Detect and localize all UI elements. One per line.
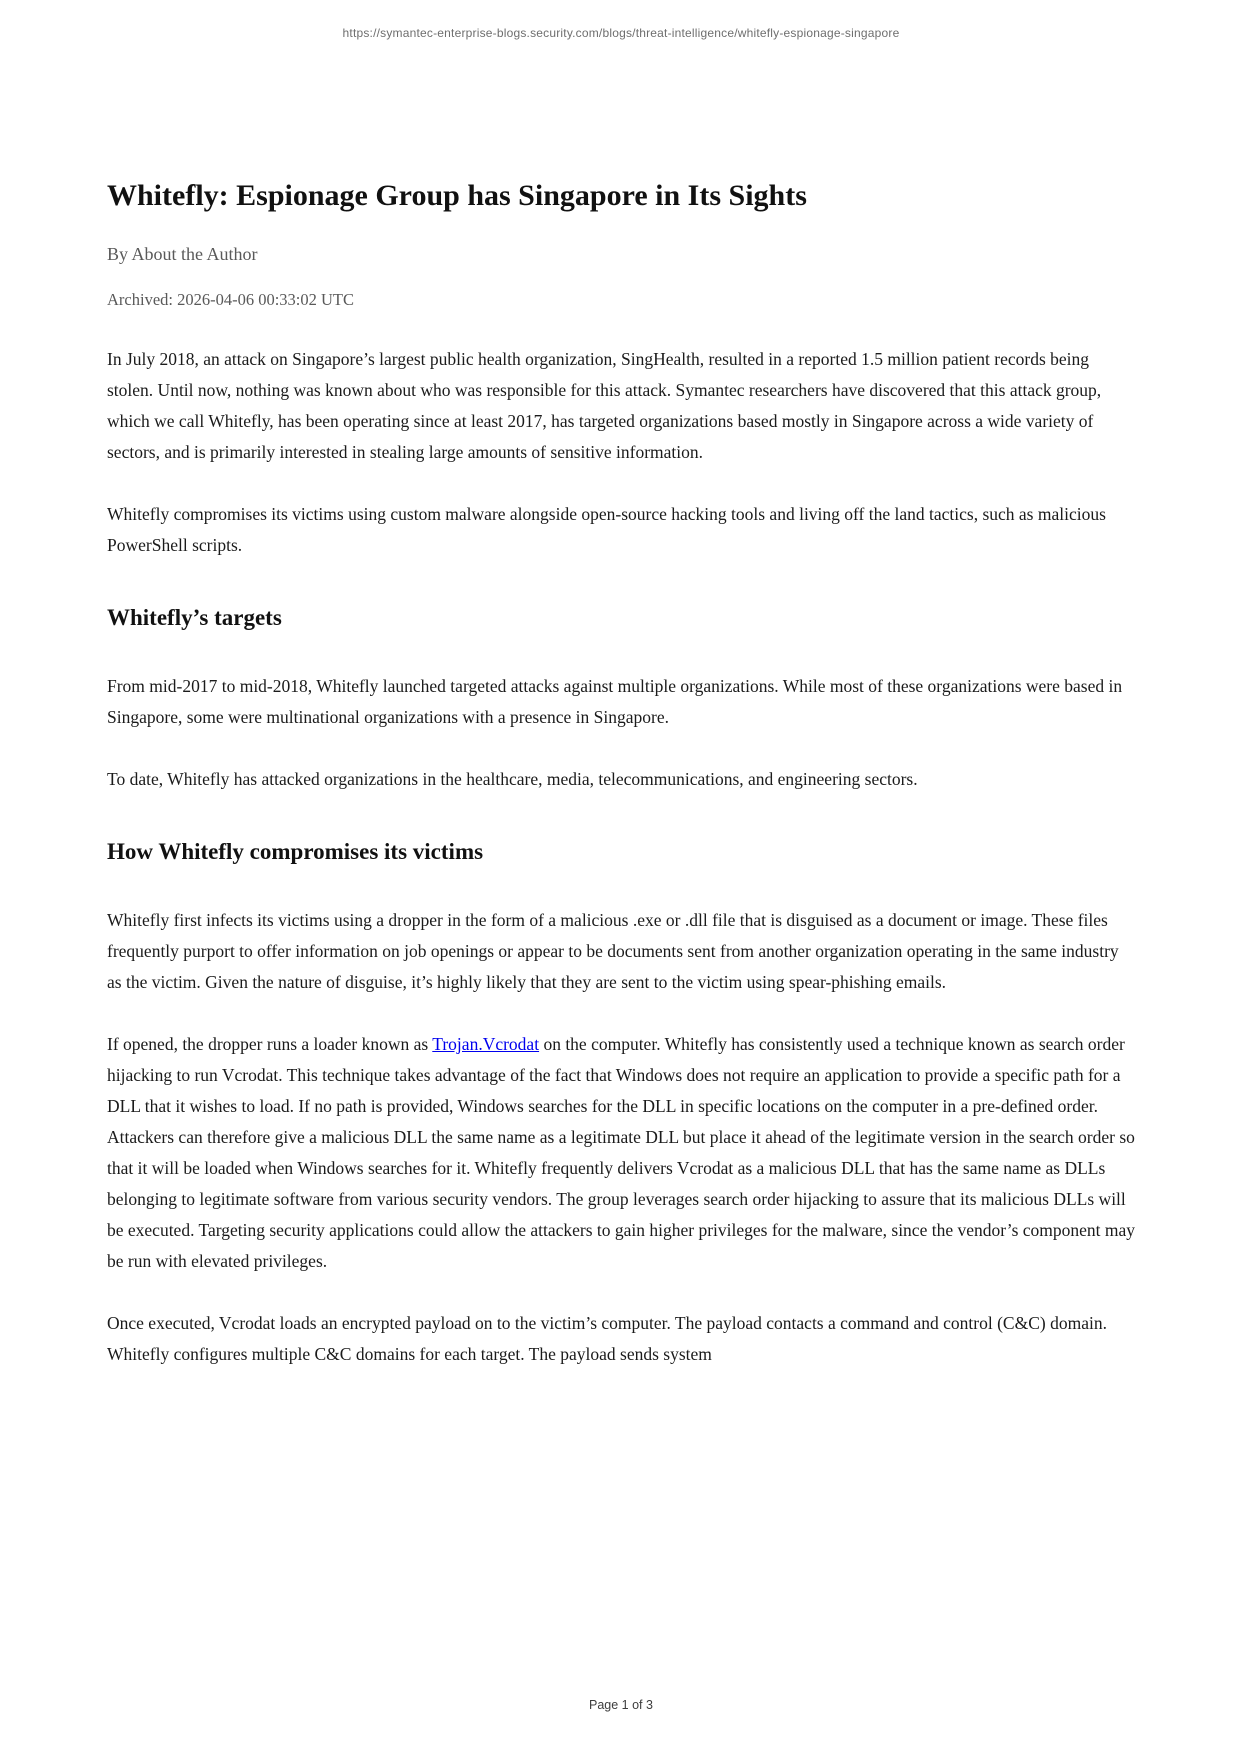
intro-paragraph-2: Whitefly compromises its victims using custom malware alongside open-source hacking tools and living off the land tactics, such as malicious PowerShell scripts. <box>107 504 1106 555</box>
archive-source-url: https://symantec-enterprise-blogs.security.com/blogs/threat-intelligence/whitefly-espionage-singapore <box>342 26 900 40</box>
intro-paragraph-1: In July 2018, an attack on Singapore’s largest public health organization, SingHealth, resulted in a reported 1.5 million patient records being stolen. Until now, nothing was known about who was responsible for this attack. Symantec researchers have discovered that this attack group, which we call Whitefly, has been operating since at least 2017, has targeted organizations based mostly in Singapore across a wide variety of sectors, and is primarily interested in stealing large amounts of sensitive information. <box>107 349 1102 462</box>
trojan-vcrodat-link[interactable]: Trojan.Vcrodat <box>432 1034 540 1054</box>
byline: By About the Author <box>107 244 258 264</box>
section-heading-targets: Whitefly’s targets <box>107 605 282 630</box>
compromise-paragraph-1: Whitefly first infects its victims using a dropper in the form of a malicious .exe or .dll file that is disguised as a document or image. These files frequently purport to offer information on job openings or appear to be documents sent from another organization operating in the same industry as the victim. Given the nature of disguise, it’s highly likely that they are sent to the victim using spear-phishing emails. <box>107 910 1119 992</box>
article-body <box>107 178 1137 1370</box>
paragraph-text-before-link: If opened, the dropper runs a loader known as <box>107 1034 433 1054</box>
targets-paragraph-1: From mid-2017 to mid-2018, Whitefly launched targeted attacks against multiple organizations. While most of these organizations were based in Singapore, some were multinational organizations with a presence in Singapore. <box>107 676 1123 727</box>
section-heading-compromise: How Whitefly compromises its victims <box>107 839 484 864</box>
compromise-paragraph-3: Once executed, Vcrodat loads an encrypted payload on to the victim’s computer. The payload contacts a command and control (C&C) domain. Whitefly configures multiple C&C domains for each target. The payload sends system <box>107 1313 1107 1364</box>
targets-paragraph-2: To date, Whitefly has attacked organizations in the healthcare, media, telecommunications, and engineering sectors. <box>107 769 918 789</box>
archived-timestamp: Archived: 2026-04-06 00:33:02 UTC <box>107 290 355 309</box>
page-title: Whitefly: Espionage Group has Singapore in Its Sights <box>107 179 807 212</box>
page-number: Page 1 of 3 <box>589 1698 653 1712</box>
paragraph-text-after-link: on the computer. Whitefly has consistently used a technique known as search order hijacking to run Vcrodat. This technique takes advantage of the fact that Windows does not require an application to provide a specific path for a DLL that it wishes to load. If no path is provided, Windows searches for the DLL in specific locations on the computer in a pre-defined order. Attackers can therefore give a malicious DLL the same name as a legitimate DLL but place it ahead of the legitimate version in the search order so that it will be loaded when Windows searches for it. Whitefly frequently delivers Vcrodat as a malicious DLL that has the same name as DLLs belonging to legitimate software from various security vendors. The group leverages search order hijacking to assure that its malicious DLLs will be executed. Targeting security applications could allow the attackers to gain higher privileges for the malware, since the vendor’s component may be run with elevated privileges. <box>107 1034 1136 1271</box>
compromise-paragraph-2 <box>107 1029 1137 1277</box>
